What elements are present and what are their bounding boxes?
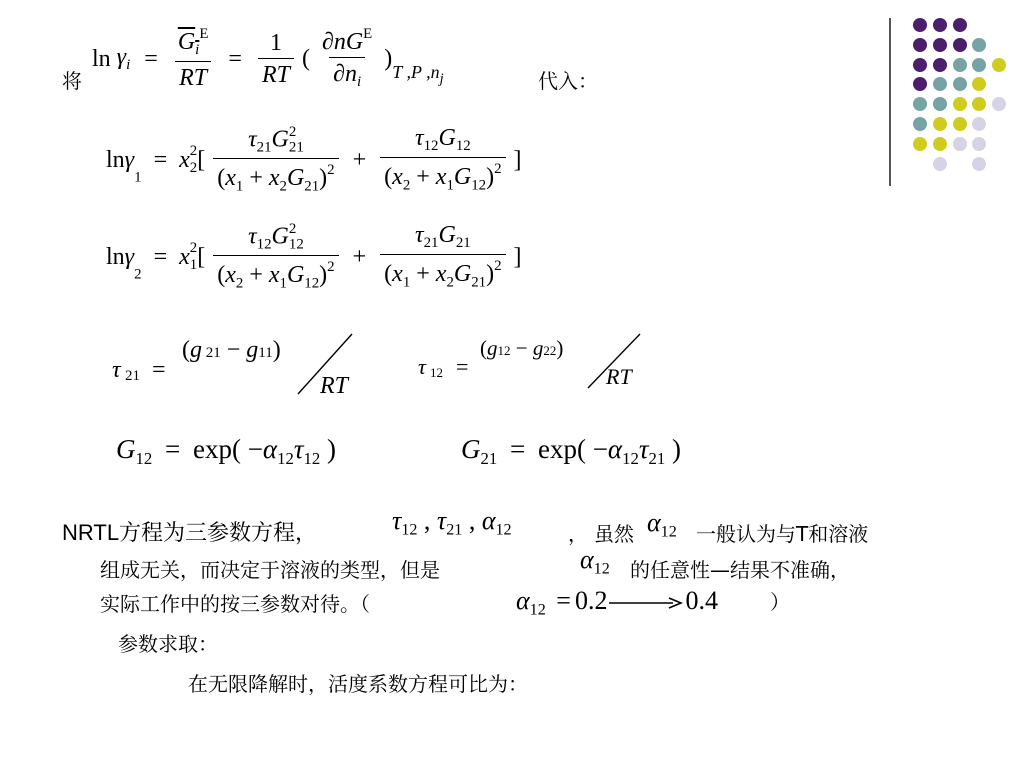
paragraph-line1-end: 一般认为与T和溶液	[696, 522, 869, 546]
decorative-dot	[953, 97, 967, 111]
tau-12-equation: τ 12 = (g12 − g22) RT	[418, 332, 658, 396]
param-heading: 参数求取：	[118, 632, 218, 656]
decorative-dot	[972, 77, 986, 91]
alpha-range-end: 0.4	[685, 586, 718, 615]
nrtl-label: NRTL方程为三参数方程，	[62, 520, 318, 545]
decorative-dot	[972, 38, 986, 52]
decorative-dot	[933, 97, 947, 111]
decorative-dot	[953, 137, 967, 151]
decorative-dot	[953, 58, 967, 72]
ln-gamma-2-equation: $\ln\gamma_2 = x2_1$[ $\frac{\tau_{12}G2_{12}}{(x_2 + x_1G_{12})^2}$ + $\frac{\tau_{21}G_{21}}{(x_1 + x_2G_{21})^2}$ ]	[106, 221, 522, 292]
alpha12-symbol-2: $\alpha_{12}$	[580, 545, 610, 578]
paragraph-comma: ，	[568, 522, 588, 546]
decorative-dot	[972, 117, 986, 131]
decorative-dot	[953, 117, 967, 131]
ln-gamma-1-equation: $\ln\gamma_1 = x2_2$[ $\frac{\tau_{21}G2_{21}}{(x_1 + x_2G_{21})^2}$ + $\frac{\tau_{12}G_{12}}{(x_2 + x_1G_{12})^2}$ ]	[106, 124, 522, 195]
decorative-dot	[953, 18, 967, 32]
paragraph-line3: 实际工作中的按三参数对待。（	[100, 592, 370, 616]
arrow-right-icon	[609, 595, 683, 611]
paragraph-line3-close: ）	[770, 590, 790, 614]
g21-equation: $G_{21} = \exp( -\alpha_{12}\tau_{21}$ )	[461, 434, 681, 468]
vertical-divider	[889, 18, 891, 186]
decorative-dot	[913, 117, 927, 131]
intro-prefix: 将	[62, 69, 82, 93]
paragraph-line2-start: 组成无关，而决定于溶液的类型，但是	[100, 558, 440, 582]
decorative-dot	[933, 18, 947, 32]
decorative-dot	[913, 97, 927, 111]
decorative-dot	[992, 58, 1006, 72]
intro-suffix: 代入：	[538, 69, 598, 93]
decorative-dot	[953, 38, 967, 52]
decorative-dot	[933, 38, 947, 52]
decorative-dot	[933, 137, 947, 151]
decorative-dot	[933, 117, 947, 131]
paragraph-although: 虽然	[594, 522, 634, 546]
parameter-list: $\tau_{12}$ , $\tau_{21}$ , $\alpha_{12}$	[392, 506, 512, 539]
decorative-dot	[972, 58, 986, 72]
decorative-dot	[913, 58, 927, 72]
tau-21-equation: τ 21 = (g 21 − g11) RT	[112, 332, 372, 396]
decorative-dot	[913, 77, 927, 91]
alpha-range-start: 0.2	[574, 586, 608, 615]
decorative-dot	[933, 58, 947, 72]
decorative-dot	[913, 38, 927, 52]
decorative-dot	[972, 97, 986, 111]
alpha12-symbol: $\alpha_{12}$	[647, 508, 677, 541]
ln-gamma-i-equation: $\ln \gamma_i$ = $\frac{G_i^E}{RT}$ = $\frac{1}{RT}$ ( $\frac{\partial nG^E}{\partial n_i}$ )$_{T ,P ,n_j}$	[92, 26, 444, 92]
g12-equation: $G_{12} = \exp( -\alpha_{12}\tau_{12}$ )	[116, 434, 336, 468]
decorative-dot	[933, 157, 947, 171]
alpha-range-equation: $\alpha_{12} = 0.2$ 0.4	[516, 586, 718, 619]
paragraph-line2-end: 的任意性—结果不准确，	[630, 558, 850, 582]
decorative-dot	[933, 77, 947, 91]
decorative-dot	[953, 77, 967, 91]
decorative-dot	[972, 137, 986, 151]
decorative-dot	[972, 157, 986, 171]
decorative-dot	[992, 97, 1006, 111]
decorative-dot	[913, 18, 927, 32]
decorative-dot	[913, 137, 927, 151]
dilution-line: 在无限降解时，活度系数方程可比为：	[188, 672, 528, 696]
